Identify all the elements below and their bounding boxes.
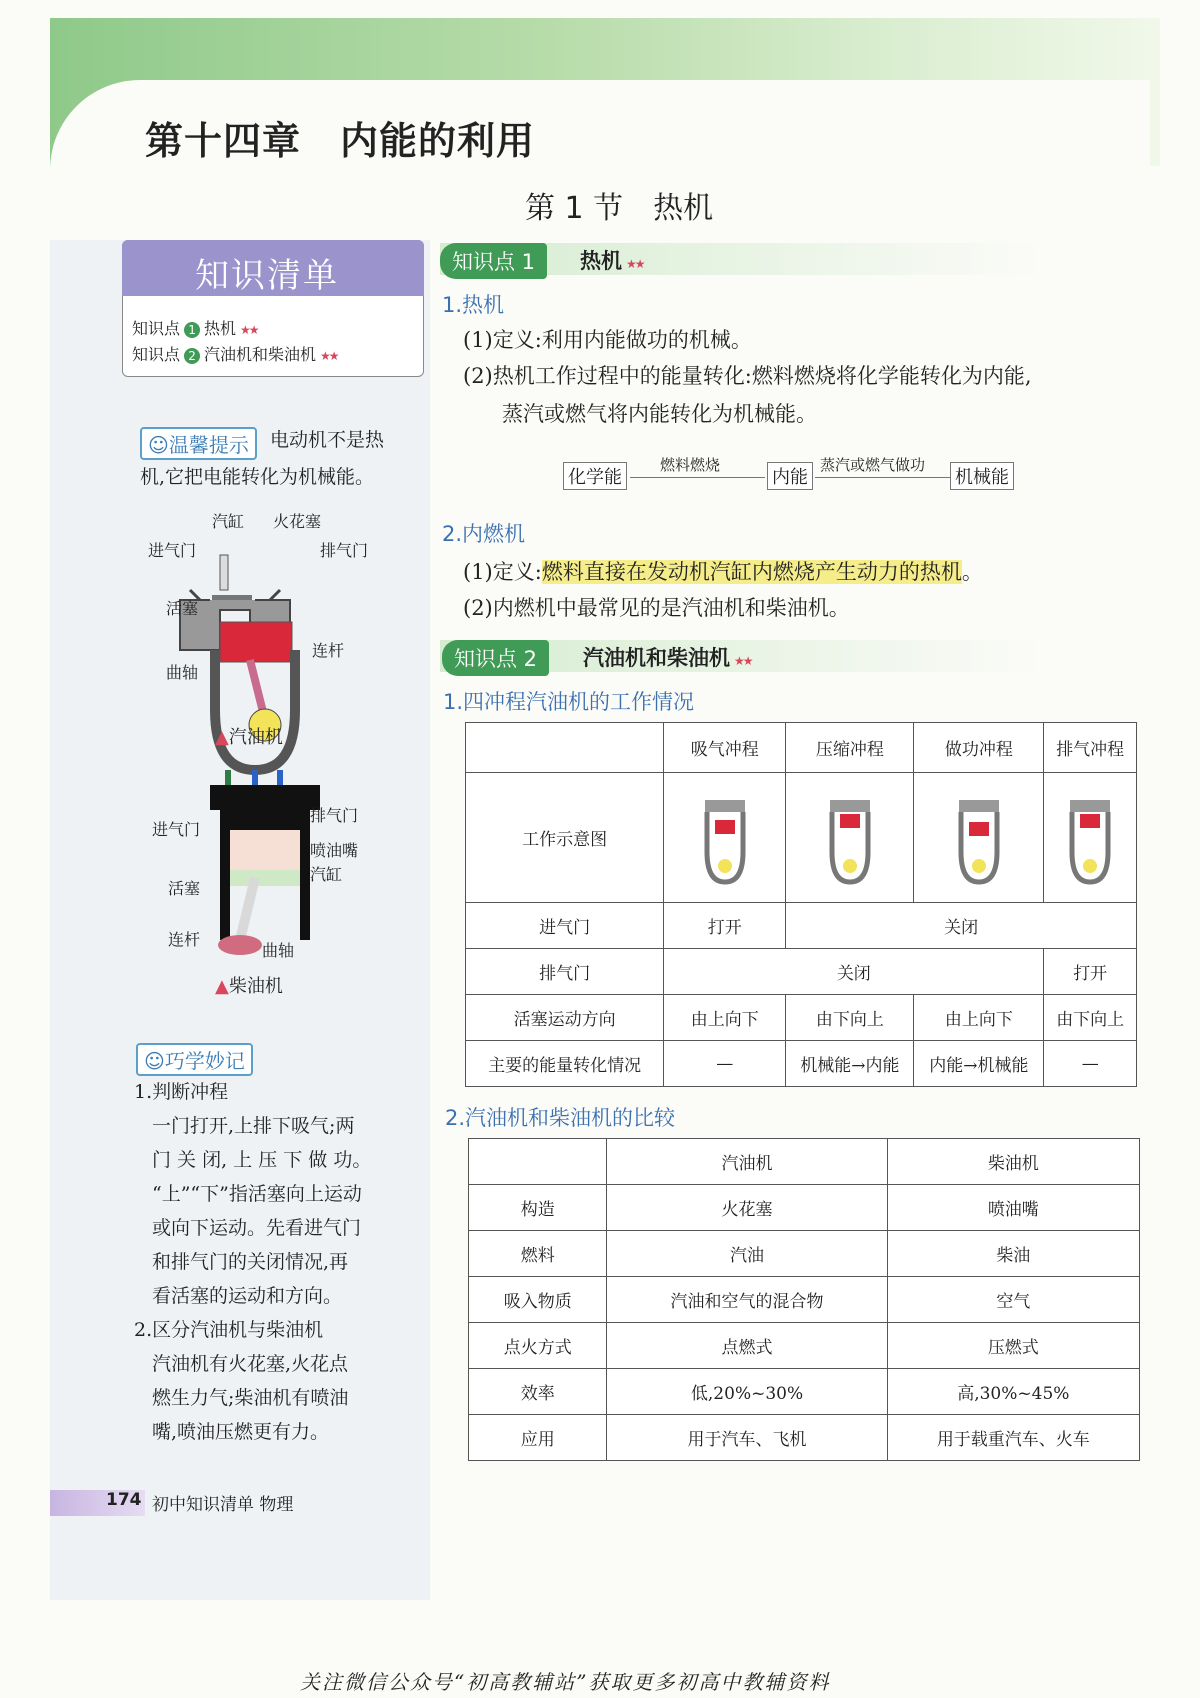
- diesel-engine-caption: ▲柴油机: [215, 976, 283, 997]
- table-cell: 低,20%~30%: [607, 1369, 887, 1415]
- triangle-icon: ▲: [215, 976, 229, 997]
- flow-box-mechanical: 机械能: [950, 462, 1014, 490]
- table-cell: 空气: [887, 1277, 1139, 1323]
- tip-text-line: 电动机不是热: [270, 429, 385, 451]
- footer-note: 关注微信公众号“初高教辅站”获取更多初高中教辅资料: [300, 1670, 831, 1694]
- tip-icon: ☺: [148, 433, 169, 457]
- table-row-label: 应用: [469, 1415, 607, 1461]
- table-cell: 关闭: [664, 949, 1044, 995]
- table-cell: 汽油和空气的混合物: [607, 1277, 887, 1323]
- memo-line: 2.区分汽油机与柴油机: [134, 1319, 324, 1341]
- label-exhaust-valve: 排气门: [310, 806, 359, 825]
- compression-stroke-image: [818, 780, 882, 890]
- table-row-label: 活塞运动方向: [466, 995, 664, 1041]
- kp1-subheading: 1.热机: [442, 293, 505, 317]
- label-spark-plug: 火花塞: [273, 512, 322, 531]
- table-cell: 内能→机械能: [914, 1041, 1044, 1087]
- star-icon: ★★: [320, 349, 338, 363]
- table-header-cell: 做功冲程: [914, 723, 1044, 773]
- stroke-diagram: [1044, 773, 1137, 903]
- table-cell: —: [1044, 1041, 1137, 1087]
- flow-label: 蒸汽或燃气做功: [820, 456, 926, 474]
- star-icon: ★★: [734, 654, 752, 668]
- table-row-label: 主要的能量转化情况: [466, 1041, 664, 1087]
- number-badge: 1: [184, 322, 200, 338]
- label-intake-valve: 进气门: [148, 541, 197, 560]
- kl-label: 热机: [204, 319, 237, 338]
- memo-line: 汽油机有火花塞,火花点: [152, 1353, 349, 1375]
- table-cell: 用于汽车、飞机: [607, 1415, 887, 1461]
- table-row-label: 构造: [469, 1185, 607, 1231]
- tip-tag-label: 温馨提示: [168, 433, 249, 457]
- stroke-diagram: [786, 773, 914, 903]
- exhaust-stroke-image: [1058, 780, 1122, 890]
- number-badge: 2: [184, 348, 200, 364]
- table-row-label: 进气门: [466, 903, 664, 949]
- kl-prefix: 知识点: [132, 345, 181, 364]
- table-cell: 柴油: [887, 1231, 1139, 1277]
- flow-box-internal: 内能: [767, 462, 813, 490]
- label-piston: 活塞: [168, 879, 201, 898]
- table-cell: —: [664, 1041, 786, 1087]
- table-row-label: 工作示意图: [466, 773, 664, 903]
- table-header-cell: 排气冲程: [1044, 723, 1137, 773]
- stroke-diagram: [664, 773, 786, 903]
- label-connecting-rod: 连杆: [168, 930, 201, 949]
- table-cell: 压燃式: [887, 1323, 1139, 1369]
- knowledge-list-title: 知识清单: [195, 256, 339, 296]
- memo-tag-label: 巧学妙记: [164, 1049, 245, 1073]
- memo-line: 燃生力气;柴油机有喷油: [152, 1387, 349, 1409]
- book-title: 初中知识清单 物理: [152, 1495, 294, 1515]
- table-cell: 火花塞: [607, 1185, 887, 1231]
- section-title: 第 1 节 热机: [525, 191, 714, 226]
- memo-tag: [136, 1043, 253, 1076]
- table-cell: 关闭: [786, 903, 1137, 949]
- star-icon: ★★: [626, 257, 644, 271]
- gasoline-engine-caption: ▲汽油机: [215, 727, 283, 748]
- memo-line: 门 关 闭, 上 压 下 做 功。: [152, 1149, 372, 1171]
- knowledge-list-item: [132, 342, 338, 365]
- table-row-label: 效率: [469, 1369, 607, 1415]
- highlighted-definition: 燃料直接在发动机汽缸内燃烧产生动力的热机: [541, 560, 962, 584]
- table-row-label: 排气门: [466, 949, 664, 995]
- kl-prefix: 知识点: [132, 319, 181, 338]
- label-connecting-rod: 连杆: [312, 641, 345, 660]
- table-header-cell: 吸气冲程: [664, 723, 786, 773]
- definition-line: (1)定义:利用内能做功的机械。: [463, 328, 752, 352]
- label-piston: 活塞: [166, 599, 199, 618]
- flow-arrow: [630, 477, 765, 478]
- tip-text-line: 机,它把电能转化为机械能。: [140, 466, 375, 488]
- table-header-cell: [466, 723, 664, 773]
- label-intake-valve: 进气门: [152, 820, 201, 839]
- kp1-pill: 知识点 1: [440, 243, 547, 279]
- label-cylinder: 汽缸: [212, 512, 245, 531]
- table-cell: 用于载重汽车、火车: [887, 1415, 1139, 1461]
- chapter-title: 第十四章 内能的利用: [145, 119, 536, 163]
- table-cell: 汽油: [607, 1231, 887, 1277]
- table-header-cell: 柴油机: [887, 1139, 1139, 1185]
- kl-label: 汽油机和柴油机: [204, 345, 317, 364]
- table-cell: 由下向上: [1044, 995, 1137, 1041]
- memo-line: 和排气门的关闭情况,再: [152, 1251, 349, 1273]
- kp2-subheading: 2.汽油机和柴油机的比较: [445, 1106, 676, 1130]
- table-cell: 由上向下: [914, 995, 1044, 1041]
- definition-line: (2)内燃机中最常见的是汽油机和柴油机。: [463, 596, 850, 620]
- power-stroke-image: [947, 780, 1011, 890]
- table-cell: 点燃式: [607, 1323, 887, 1369]
- memo-line: 一门打开,上排下吸气;两: [152, 1115, 355, 1137]
- knowledge-list-item: [132, 316, 258, 339]
- page-number: 174: [106, 1490, 142, 1510]
- flow-arrow: [815, 477, 950, 478]
- label-cylinder: 汽缸: [310, 865, 343, 884]
- definition-line: (2)热机工作过程中的能量转化:燃料燃烧将化学能转化为内能,: [463, 364, 1032, 388]
- kp2-title: 汽油机和柴油机 ★★: [583, 646, 752, 670]
- comparison-table: [468, 1138, 1140, 1461]
- table-row-label: 燃料: [469, 1231, 607, 1277]
- label-injector: 喷油嘴: [310, 841, 359, 860]
- label-crankshaft: 曲轴: [262, 941, 295, 960]
- table-cell: 打开: [664, 903, 786, 949]
- table-cell: 由上向下: [664, 995, 786, 1041]
- table-cell: 机械能→内能: [786, 1041, 914, 1087]
- table-row-label: 点火方式: [469, 1323, 607, 1369]
- memo-icon: ☺: [144, 1049, 165, 1073]
- table-cell: 打开: [1044, 949, 1137, 995]
- stroke-table: [465, 722, 1137, 1087]
- kp2-subheading: 1.四冲程汽油机的工作情况: [443, 690, 695, 714]
- table-header-cell: [469, 1139, 607, 1185]
- memo-line: “上”“下”指活塞向上运动: [152, 1183, 362, 1205]
- table-cell: 高,30%~45%: [887, 1369, 1139, 1415]
- table-cell: 喷油嘴: [887, 1185, 1139, 1231]
- definition-line: (1)定义:燃料直接在发动机汽缸内燃烧产生动力的热机。: [463, 560, 983, 584]
- stroke-diagram: [914, 773, 1044, 903]
- table-cell: 由下向上: [786, 995, 914, 1041]
- intake-stroke-image: [693, 780, 757, 890]
- triangle-icon: ▲: [215, 727, 229, 748]
- table-header-cell: 压缩冲程: [786, 723, 914, 773]
- memo-line: 1.判断冲程: [134, 1081, 229, 1103]
- kp2-pill: 知识点 2: [442, 640, 549, 676]
- table-header-cell: 汽油机: [607, 1139, 887, 1185]
- memo-line: 或向下运动。先看进气门: [152, 1217, 362, 1239]
- kp1-subheading: 2.内燃机: [442, 522, 526, 546]
- flow-label: 燃料燃烧: [660, 456, 721, 474]
- table-row-label: 吸入物质: [469, 1277, 607, 1323]
- definition-line: 蒸汽或燃气将内能转化为机械能。: [502, 402, 817, 426]
- kp1-title: 热机 ★★: [580, 249, 644, 273]
- star-icon: ★★: [240, 323, 258, 337]
- label-crankshaft: 曲轴: [166, 663, 199, 682]
- tip-tag: [140, 427, 257, 460]
- memo-line: 嘴,喷油压燃更有力。: [152, 1421, 330, 1443]
- flow-box-chemical: 化学能: [563, 462, 627, 490]
- label-exhaust-valve: 排气门: [320, 541, 369, 560]
- memo-line: 看活塞的运动和方向。: [152, 1285, 343, 1307]
